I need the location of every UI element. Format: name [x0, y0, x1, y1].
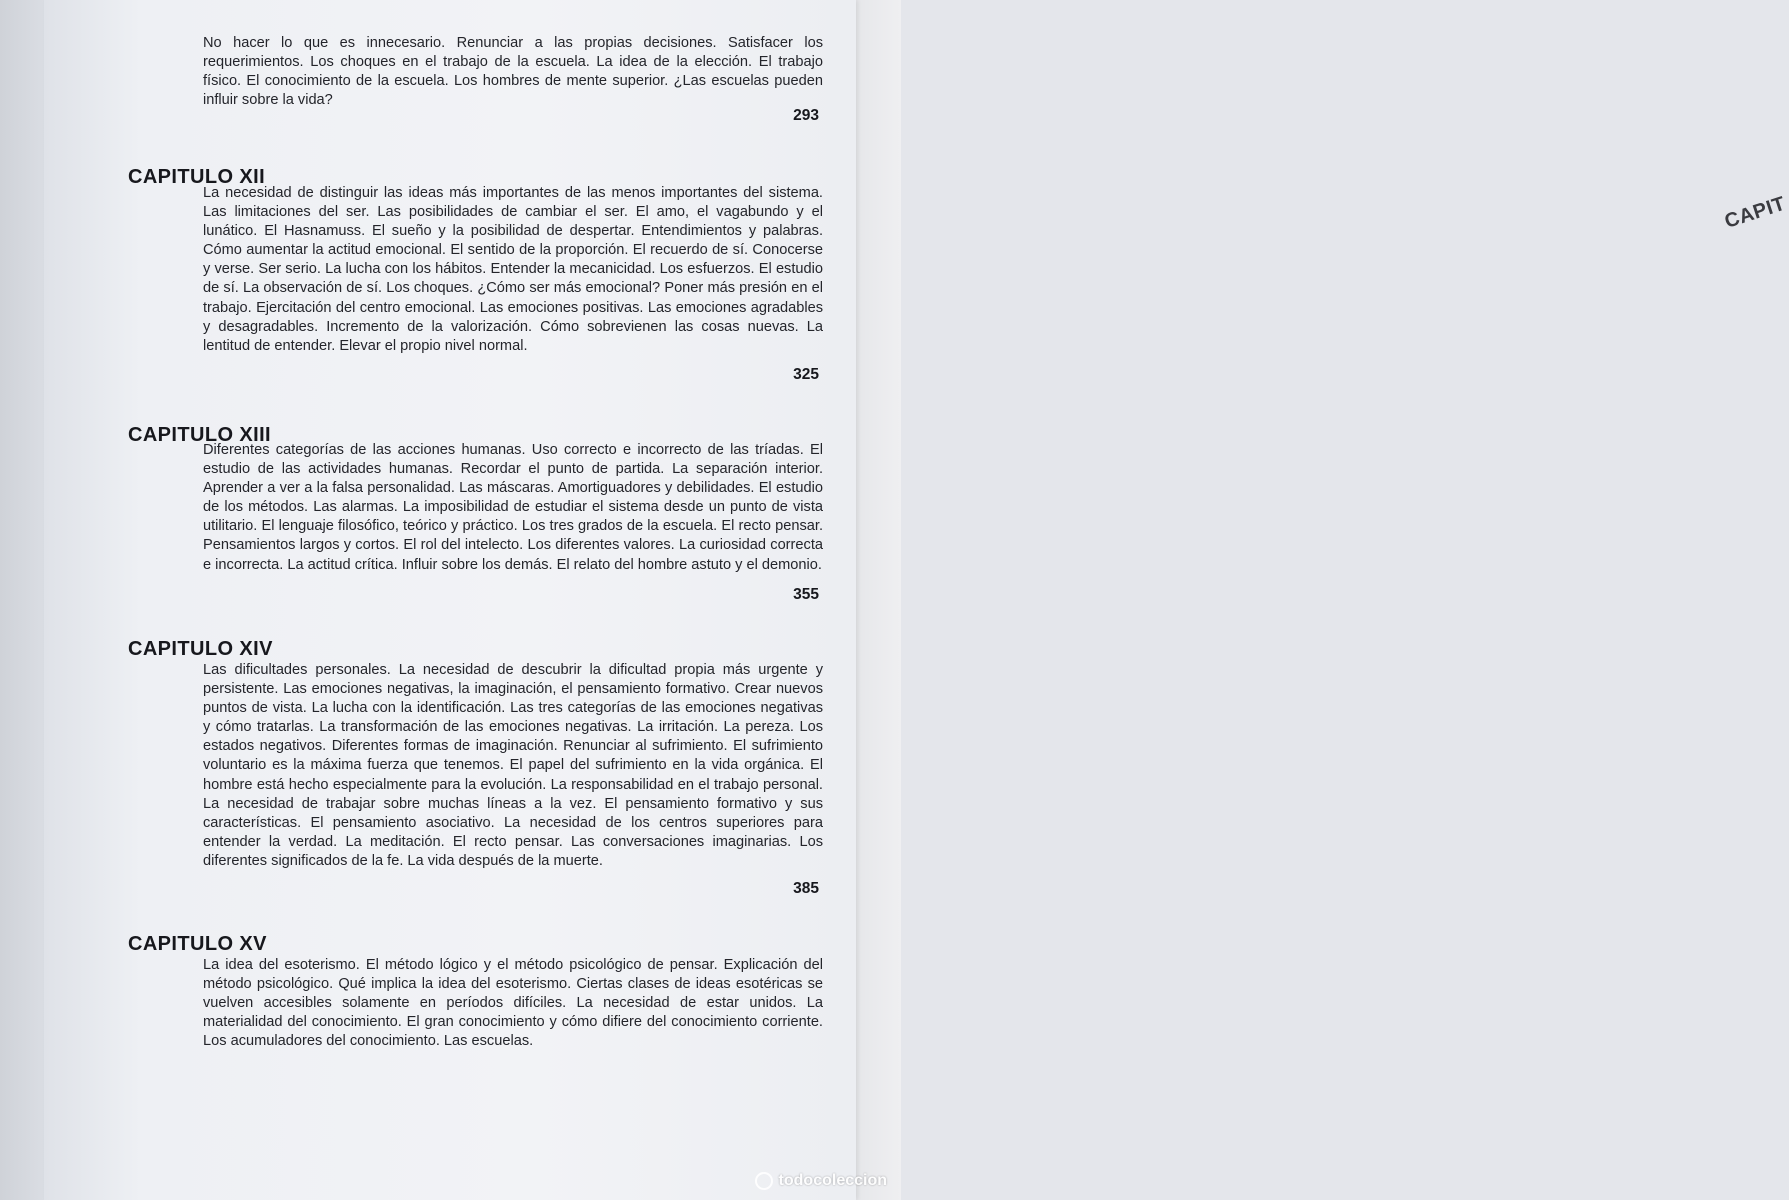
chapter-14-page-number: 385 — [793, 880, 819, 897]
adjacent-page-edge — [856, 0, 1789, 1200]
chapter-12-page-number: 325 — [793, 366, 819, 383]
chapter-13-page-number: 355 — [793, 586, 819, 603]
chapter-14-summary: Las dificultades personales. La necesidad de descubrir la dificultad propia más urgente y persistente. Las emociones negativas, la imaginación, el pensamiento formativo. Crear nuevos puntos de vista. La lucha con la identificación. Las tres categorías de las emociones negativas y cómo tratarlas. La transformación de las emociones negativas. La irritación. La pereza. Los estados negativos. Diferentes formas de imaginación. Renunciar al sufrimiento. El sufrimiento voluntario es la máxima fuerza que tenemos. El papel del sufrimiento en la vida orgánica. El hombre está hecho especialmente para la evolución. La responsabilidad en el trabajo personal. La necesidad de trabajar sobre muchas líneas a la vez. El pensamiento formativo y sus características. El pensamiento asociativo. La necesidad de los centros superiores para entender la verdad. La meditación. El recto pensar. Las conversaciones imaginarias. Los diferentes significados de la fe. La vida después de la muerte. — [203, 662, 823, 869]
chapter-15-summary: La idea del esoterismo. El método lógico y el método psicológico de pensar. Explicación del método psicológico. Qué implica la idea del esoterismo. Ciertas clases de ideas esotéricas se vuelven accesibles solamente en períodos difíciles. La necesidad de estar unidos. La materialidad del conocimiento. El gran conocimiento y cómo difiere del conocimiento corriente. Los acumuladores del conocimiento. Las escuelas. — [203, 957, 823, 1050]
watermark-logo-icon — [755, 1172, 773, 1190]
chapter-13-summary: Diferentes categorías de las acciones humanas. Uso correcto e incorrecto de las tríadas. El estudio de las actividades humanas. Recordar el punto de partida. La separación interior. Aprender a ver a la falsa personalidad. Las máscaras. Amortiguadores y debilidades. El estudio de los métodos. Las alarmas. La imposibilidad de estudiar el sistema desde un punto de vista utilitario. El lenguaje filosófico, teórico y práctico. Los tres grados de la escuela. El recto pensar. Pensamientos largos y cortos. El rol del intelecto. Los diferentes valores. La curiosidad correcta e incorrecta. La actitud crítica. Influir sobre los demás. El relato del hombre astuto y el demonio. — [203, 442, 823, 573]
watermark — [755, 1172, 887, 1190]
chapter-12-title: CAPITULO XII — [128, 166, 266, 188]
watermark-text: todocoleccion — [778, 1172, 887, 1189]
page-gutter — [0, 0, 44, 1200]
intro-page-number: 293 — [793, 107, 819, 124]
chapter-13-title: CAPITULO XIII — [128, 424, 271, 446]
intro-paragraph: No hacer lo que es innecesario. Renunciar a las propias decisiones. Satisfacer los requerimientos. Los choques en el trabajo de la escuela. La idea de la elección. El trabajo físico. El conocimiento de la escuela. Los hombres de mente superior. ¿Las escuelas pueden influir sobre la vida? — [203, 35, 823, 109]
adjacent-page-heading: CAPIT — [1722, 192, 1789, 233]
chapter-12-summary: La necesidad de distinguir las ideas más importantes de las menos importantes del sistema. Las limitaciones del ser. Las posibilidades de cambiar el ser. El amo, el vagabundo y el lunático. El Hasnamuss. El sueño y la posibilidad de despertar. Entendimientos y palabras. Cómo aumentar la actitud emocional. El sentido de la proporción. El recuerdo de sí. Conocerse y verse. Ser serio. La lucha con los hábitos. Entender la mecanicidad. Los esfuerzos. El estudio de sí. La observación de sí. Los choques. ¿Cómo ser más emocional? Poner más presión en el trabajo. Ejercitación del centro emocional. Las emociones positivas. Las emociones agradables y desagradables. Incremento de la valorización. Cómo sobrevienen las cosas nuevas. La lentitud de entender. Elevar el propio nivel normal. — [203, 185, 823, 354]
chapter-14-title: CAPITULO XIV — [128, 638, 273, 660]
chapter-15-title: CAPITULO XV — [128, 933, 267, 955]
